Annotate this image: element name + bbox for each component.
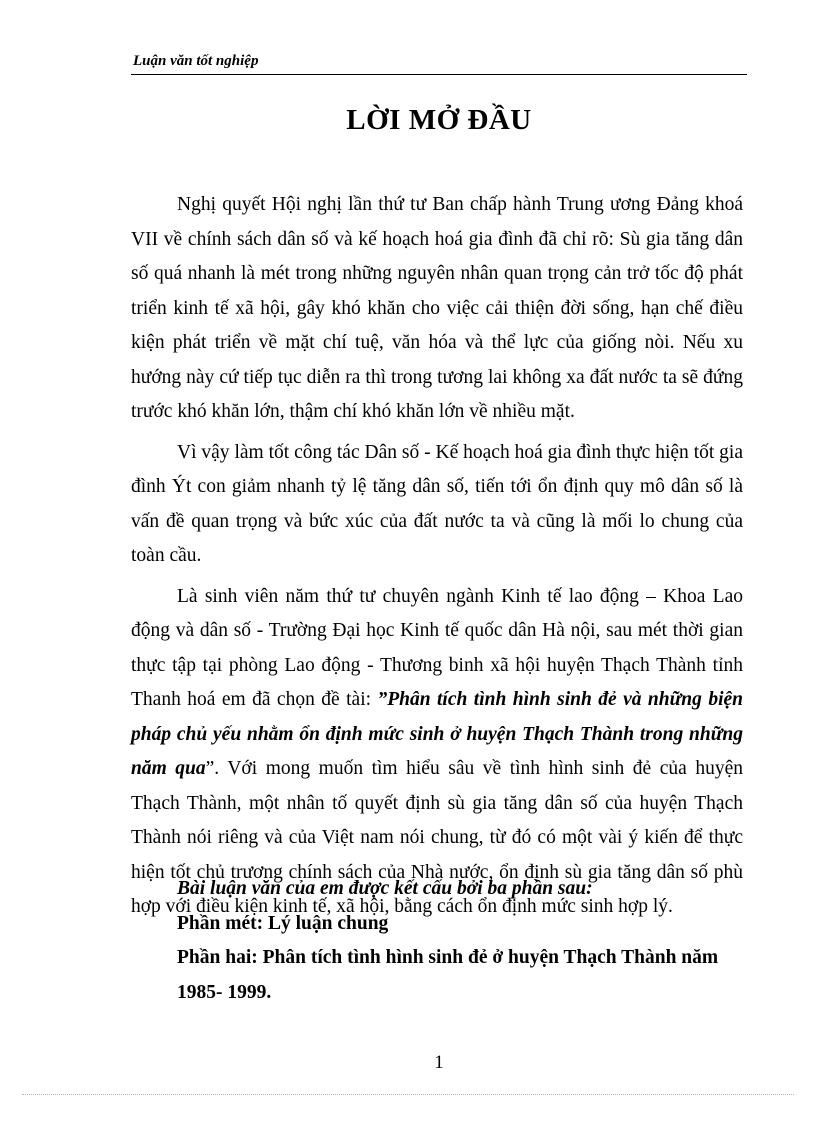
structure-intro: Bài luận văn của em được kết cấu bởi ba phần sau: [177,878,593,899]
page-bottom-divider [22,1094,794,1095]
document-body [131,188,743,925]
header-title: Luận văn tốt nghiệp [133,53,259,69]
structure-part-1: Phần mét: Lý luận chung [177,912,389,934]
thesis-structure [177,872,718,1010]
page-title: LỜI MỞ ĐẦU [346,104,532,136]
paragraph-3-intro: Là sinh viên năm thứ tư chuyên ngành Kinh tế lao động – Khoa Lao động và dân số - Trường Đại học Kinh tế quốc dân Hà nội, sau mét thời gian thực tập tại phòng Lao động - Thương binh xã hội huyện Thạch Thành tỉnh Thanh hoá em đã chọn đề tài: [131,585,743,710]
paragraph-1: Nghị quyết Hội nghị lần thứ tư Ban chấp hành Trung ương Đảng khoá VII về chính sách dân số và kế hoạch hoá gia đình đã chỉ rõ: Sù gia tăng dân số quá nhanh là mét trong những nguyên nhân quan trọng cản trở tốc độ phát triển kinh tế xã hội, gây khó khăn cho việc cải thiện đời sống, hạn chế điều kiện phát triển về mặt chí tuệ, văn hóa và thể lực của giống nòi. Nếu xu hướng này cứ tiếp tục diễn ra thì trong tương lai không xa đất nước ta sẽ đứng trước khó khăn lớn, thậm chí khó khăn lớn về nhiều mặt. [131,194,743,422]
paragraph-3-rest: ”. Với mong muốn tìm hiểu sâu về tình hình sinh đẻ của huyện Thạch Thành, một nhân tố quyết định sù gia tăng dân số của huyện Thạch Thành nói riêng và của Việt nam nói chung, từ đó có một vài ý kiến để thực hiện tốt chủ trương chính sách của Nhà nước, ổn định sù gia tăng dân số phù hợp với điều kiện kinh tế, xã hội, bằng cách ổn định mức sinh hợp lý. [131,758,743,917]
structure-part-2-years: 1985- 1999. [177,981,272,1003]
structure-part-2: Phần hai: Phân tích tình hình sinh đẻ ở huyện Thạch Thành năm [177,947,719,968]
page-header [131,52,747,75]
thesis-topic: ”Phân tích tình hình sinh đẻ và những biện pháp chủ yếu nhằm ổn định mức sinh ở huyện Thạch Thành trong những năm qua [131,689,744,779]
page-number: 1 [434,1052,444,1073]
paragraph-2: Vì vậy làm tốt công tác Dân số - Kế hoạch hoá gia đình thực hiện tốt gia đình Ýt con giảm nhanh tỷ lệ tăng dân số, tiến tới ổn định quy mô dân số là vấn đề quan trọng và bức xúc của đất nước ta và cũng là mối lo chung của toàn cầu. [131,441,743,566]
